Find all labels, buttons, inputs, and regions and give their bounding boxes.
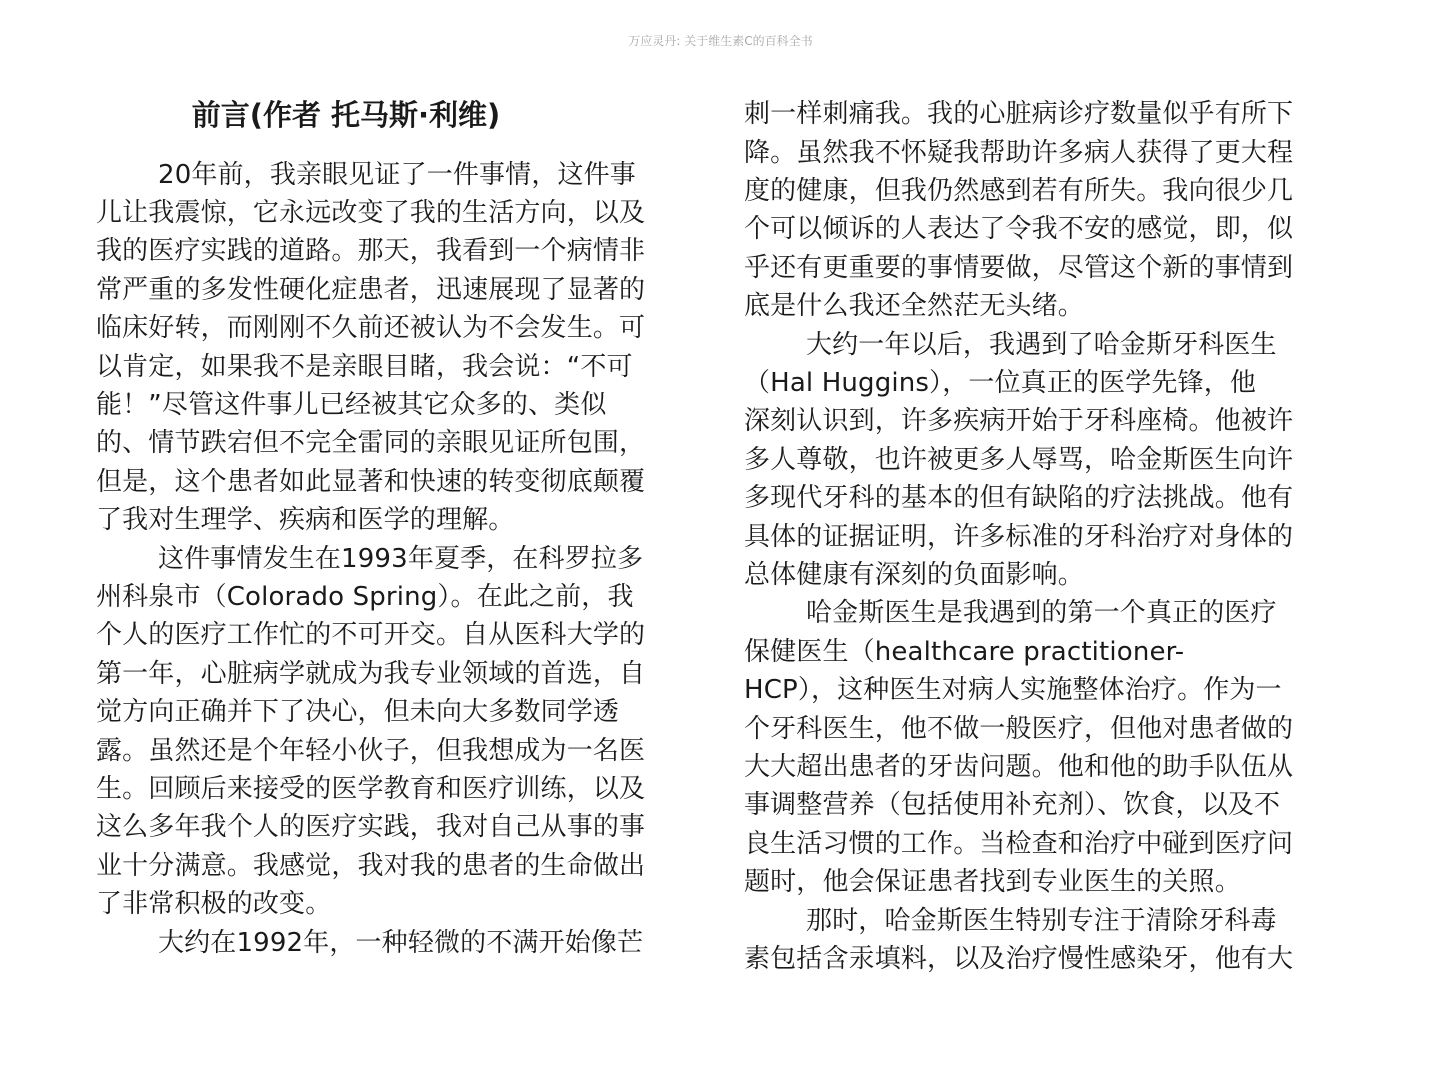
text-line: 大约在1992年，一种轻微的不满开始像芒 <box>158 928 644 958</box>
text-line: 大约一年以后，我遇到了哈金斯牙科医生 <box>806 330 1277 360</box>
text-line: 刺一样刺痛我。我的心脏病诊疗数量似乎有所下 <box>744 99 1294 129</box>
text-line: 的、情节跌宕但不完全雷同的亲眼见证所包围， <box>96 428 646 458</box>
text-line: HCP），这种医生对病人实施整体治疗。作为一 <box>744 675 1282 705</box>
text-line: 露。虽然还是个年轻小伙子，但我想成为一名医 <box>96 736 646 766</box>
text-line: 素包括含汞填料，以及治疗慢性感染牙，他有大 <box>744 944 1294 974</box>
text-line: 良生活习惯的工作。当检查和治疗中碰到医疗问 <box>744 829 1294 859</box>
text-line: 总体健康有深刻的负面影响。 <box>744 560 1084 590</box>
text-line: 多现代牙科的基本的但有缺陷的疗法挑战。他有 <box>744 483 1294 513</box>
text-line: 深刻认识到，许多疾病开始于牙科座椅。他被许 <box>744 406 1294 436</box>
text-line: 临床好转，而刚刚不久前还被认为不会发生。可 <box>96 313 646 343</box>
text-line: 了非常积极的改变。 <box>96 889 332 919</box>
text-line: 题时，他会保证患者找到专业医生的关照。 <box>744 867 1241 897</box>
text-line: 那时，哈金斯医生特别专注于清除牙科毒 <box>806 906 1277 936</box>
text-line: 大大超出患者的牙齿问题。他和他的助手队伍从 <box>744 752 1294 782</box>
text-line: 儿让我震惊，它永远改变了我的生活方向，以及 <box>96 198 646 228</box>
text-line: 底是什么我还全然茫无头绪。 <box>744 291 1084 321</box>
text-line: 个牙科医生，他不做一般医疗，但他对患者做的 <box>744 714 1294 744</box>
text-line: 降。虽然我不怀疑我帮助许多病人获得了更大程 <box>744 138 1294 168</box>
text-line: 这么多年我个人的医疗实践，我对自己从事的事 <box>96 812 646 842</box>
text-line: 个人的医疗工作忙的不可开交。自从医科大学的 <box>96 620 646 650</box>
text-line: 能！”尽管这件事儿已经被其它众多的、类似 <box>96 390 607 420</box>
text-line: 州科泉市（Colorado Spring）。在此之前，我 <box>96 582 634 612</box>
text-line: 具体的证据证明，许多标准的牙科治疗对身体的 <box>744 522 1294 552</box>
text-line: 但是，这个患者如此显著和快速的转变彻底颠覆 <box>96 467 646 497</box>
text-line: 20年前，我亲眼见证了一件事情，这件事 <box>158 160 636 190</box>
text-line: 这件事情发生在1993年夏季，在科罗拉多 <box>158 544 644 574</box>
text-line: 我的医疗实践的道路。那天，我看到一个病情非 <box>96 236 646 266</box>
text-line: （Hal Huggins），一位真正的医学先锋，他 <box>744 368 1257 398</box>
text-line: 哈金斯医生是我遇到的第一个真正的医疗 <box>806 598 1277 628</box>
text-line: 乎还有更重要的事情要做，尽管这个新的事情到 <box>744 253 1294 283</box>
text-line: 度的健康，但我仍然感到若有所失。我向很少几 <box>744 176 1294 206</box>
text-line: 以肯定，如果我不是亲眼目睹，我会说：“不可 <box>96 352 633 382</box>
text-line: 觉方向正确并下了决心，但未向大多数同学透 <box>96 697 620 727</box>
chapter-title: 前言(作者 托马斯·利维) <box>191 98 501 132</box>
text-line: 保健医生（healthcare practitioner- <box>744 637 1185 667</box>
text-line: 个可以倾诉的人表达了令我不安的感觉，即，似 <box>744 214 1294 244</box>
text-line: 事调整营养（包括使用补充剂）、饮食，以及不 <box>744 790 1281 820</box>
text-line: 生。回顾后来接受的医学教育和医疗训练，以及 <box>96 774 646 804</box>
text-line: 第一年，心脏病学就成为我专业领域的首选，自 <box>96 659 646 689</box>
text-line: 常严重的多发性硬化症患者，迅速展现了显著的 <box>96 275 646 305</box>
text-line: 了我对生理学、疾病和医学的理解。 <box>96 505 515 535</box>
running-header: 万应灵丹: 关于维生素C的百科全书 <box>628 34 813 48</box>
text-line: 业十分满意。我感觉，我对我的患者的生命做出 <box>96 851 646 881</box>
text-line: 多人尊敬，也许被更多人辱骂，哈金斯医生向许 <box>744 445 1294 475</box>
